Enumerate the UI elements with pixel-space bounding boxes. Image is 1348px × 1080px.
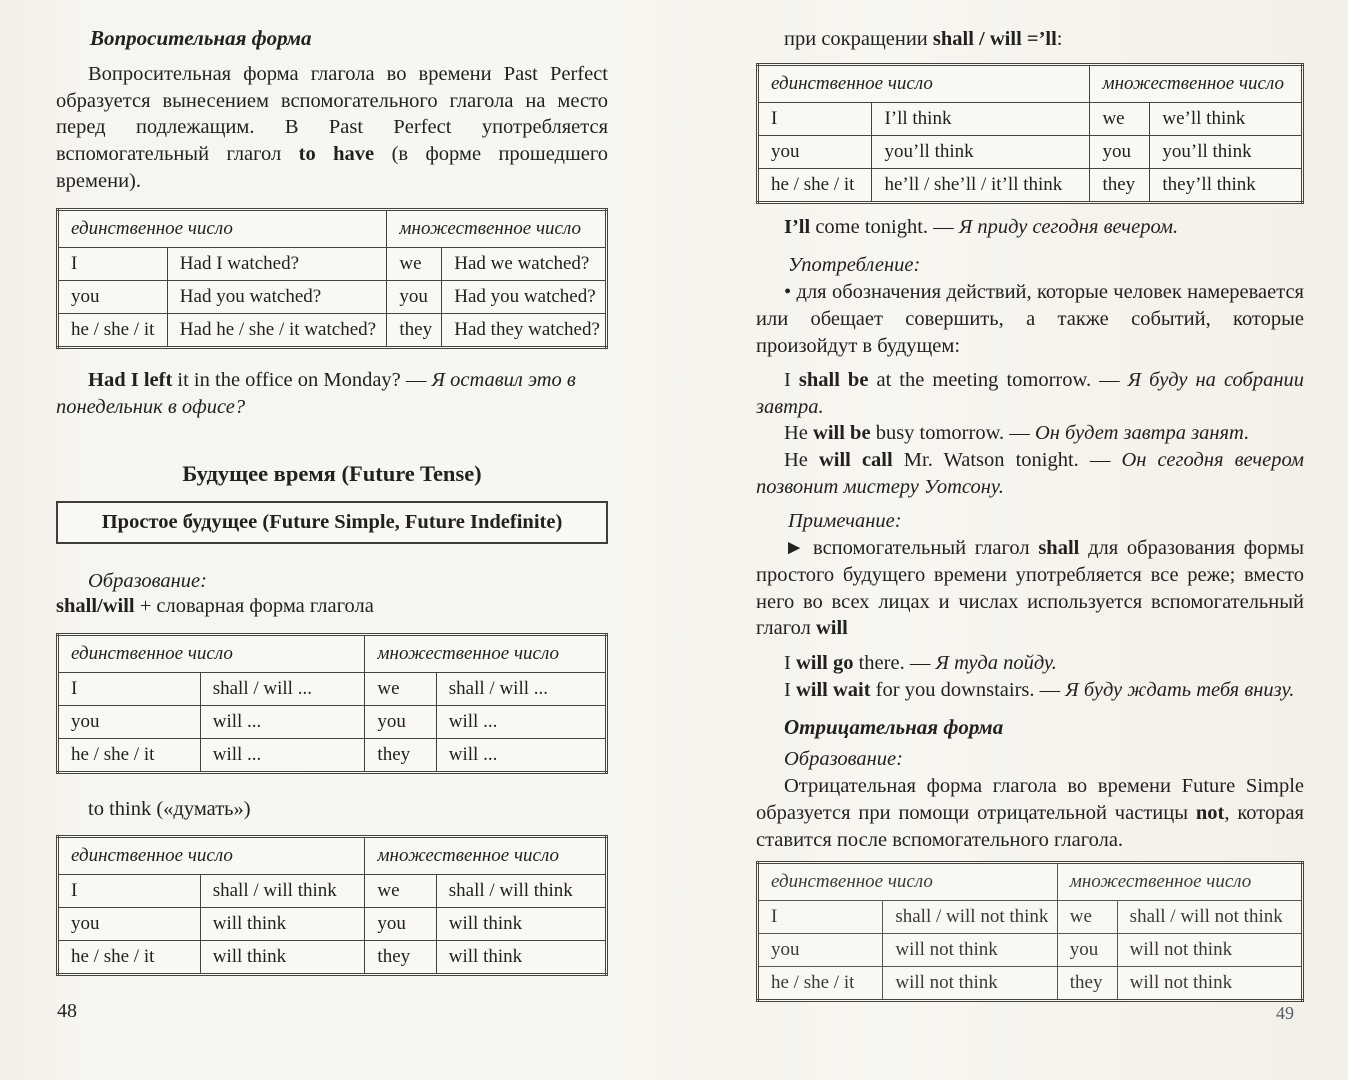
table-header-cell: единственное число [758,863,1058,901]
example-will-be-busy [756,420,1304,447]
example-had-i-left [56,367,608,420]
text-segment: I [784,369,799,392]
text-segment: will [815,617,848,640]
table-cell: will think [436,908,606,941]
table-header-row [758,863,1303,901]
table-cell: you [387,281,442,314]
text-segment: : [1056,28,1063,50]
table-row [58,314,607,348]
table-cell: you’ll think [872,135,1090,168]
table-header-cell: единственное число [58,210,387,248]
negative-form-table [756,861,1304,1002]
future-simple-formation-table [56,633,608,774]
table-cell: you [58,281,168,314]
table-row [758,967,1303,1001]
table-cell: will ... [200,706,365,739]
table-cell: will think [436,941,606,975]
text-segment: Я буду на собрании завтра. [756,369,1304,418]
text-segment: Он сегодня вечером позвонит мистеру Уотсону. [756,449,1305,498]
table-cell: we [1090,102,1150,135]
example-will-go [756,650,1304,677]
table-cell: Had they watched? [442,314,607,348]
table-header-cell: множественное число [365,635,607,673]
text-segment: Он будет завтра занят. [1034,422,1250,445]
table-header-cell: множественное число [387,210,607,248]
table-cell: Had you watched? [167,281,387,314]
table-row [758,934,1303,967]
table-cell: Had he / she / it watched? [167,314,387,348]
text-segment: + словарная форма глагола [134,594,374,617]
table-cell: shall / will ... [200,673,365,706]
table-cell: Had you watched? [442,281,607,314]
table-header-cell: множественное число [1090,64,1303,102]
text-segment: • для обозначения действий, которые человек намеревается или обещает совершить, а также событий, которые произойдут в будущем: [756,281,1304,357]
table-cell: shall / will think [200,875,365,908]
table-cell: we [365,673,436,706]
future-simple-box-heading: Простое будущее (Future Simple, Future Indefinite) [56,501,608,544]
text-segment: will be [813,422,871,445]
past-perfect-intro-paragraph [56,61,608,194]
negative-formation-label: Образование: [784,748,903,771]
table-cell: we [387,248,442,281]
table-row [58,248,607,281]
text-segment: at the meeting tomorrow. — [868,369,1128,392]
table-cell: will not think [1117,967,1302,1001]
text-segment: Had I left [88,369,173,392]
table-cell: will think [200,908,365,941]
example-ill-come [756,214,1304,241]
text-segment: come tonight. — [810,215,959,238]
text-segment: ► вспомогательный глагол [784,537,1039,560]
table-cell: they [1090,168,1150,202]
table-row [58,875,607,908]
text-segment: для образования формы простого будущего времени употребляется все реже; вместо него во всех лицах и числах используется вспомогательный глагол [756,537,1304,640]
text-segment: to have [298,142,375,165]
table-row [58,673,607,706]
table-cell: will not think [1117,934,1302,967]
table-header-cell: множественное число [1057,863,1302,901]
text-segment: busy tomorrow. — [870,422,1035,445]
text-segment: Mr. Watson tonight. — [892,449,1122,472]
table-cell: you [365,908,436,941]
example-will-wait [756,677,1304,704]
table-row [58,281,607,314]
table-header-cell: единственное число [758,64,1090,102]
left-page [56,26,608,976]
table-cell: Had I watched? [167,248,387,281]
negative-form-heading: Отрицательная форма [784,715,1004,740]
table-cell: will ... [436,739,606,773]
table-row [58,739,607,773]
table-cell: we [1057,901,1117,934]
table-cell: shall / will ... [436,673,606,706]
to-think-label: to think («думать») [88,798,251,821]
table-cell: will ... [200,739,365,773]
table-cell: I [58,248,168,281]
contraction-table [756,63,1304,204]
text-segment: (в форме прошедшего времени). [56,142,609,192]
table-cell: you [58,908,201,941]
table-cell: you [365,706,436,739]
table-cell: they’ll think [1150,168,1303,202]
text-segment: will go [795,651,854,674]
text-segment: Отрицательная форма глагола во времени Future Simple образуется при помощи отрицательной частицы [756,775,1304,824]
table-row [58,941,607,975]
text-segment: при сокращении [784,28,933,50]
table-cell: you [58,706,201,739]
text-segment: I’ll [784,215,811,238]
text-segment: Я приду сегодня вечером. [958,215,1179,238]
table-cell: will not think [883,934,1057,967]
table-cell: they [365,941,436,975]
to-think-conjugation-table [56,835,608,976]
table-cell: will think [200,941,365,975]
table-cell: Had we watched? [442,248,607,281]
table-cell: shall / will not think [883,901,1057,934]
table-cell: will ... [436,706,606,739]
table-row [758,168,1303,202]
example-will-call-watson [756,447,1304,500]
table-header-cell: единственное число [58,635,365,673]
table-cell: you’ll think [1150,135,1303,168]
table-row [758,102,1303,135]
text-segment: He [784,422,814,445]
text-segment: Я туда пойду. [935,651,1057,674]
text-segment: shall / will =’ll [932,28,1057,50]
table-cell: you [758,135,872,168]
table-cell: we’ll think [1150,102,1303,135]
text-segment: Я буду ждать тебя внизу. [1065,678,1295,701]
text-segment: shall [1038,537,1080,560]
table-header-row [758,64,1303,102]
table-cell: we [365,875,436,908]
table-row [758,901,1303,934]
text-segment: I [784,678,796,701]
right-page [756,26,1304,1002]
text-segment: there. — [853,651,936,674]
table-cell: they [387,314,442,348]
text-segment: will call [818,449,893,472]
text-segment: , которая ставится после вспомогательного глагола. [756,801,1304,851]
text-segment: Вопросительная форма глагола во времени Past Perfect образуется вынесением вспомогательного глагола на место перед подлежащим. В Past Perfect употребляется вспомогательный глагол [56,63,608,165]
table-cell: he’ll / she’ll / it’ll think [872,168,1090,202]
text-segment: shall be [798,369,869,392]
note-label: Примечание: [788,510,902,533]
example-shall-be-meeting [756,367,1304,420]
table-header-row [58,210,607,248]
text-segment: shall/will [56,594,135,617]
table-cell: I [58,673,201,706]
interrogative-form-heading: Вопросительная форма [90,26,312,50]
text-segment: will wait [795,678,871,701]
contraction-intro-line [756,26,1304,53]
table-cell: they [365,739,436,773]
page-number-right: 49 [1276,1003,1294,1023]
table-header-cell: множественное число [365,837,607,875]
table-row [58,908,607,941]
table-cell: I [758,901,883,934]
table-header-row [58,837,607,875]
text-segment: He [784,449,819,472]
table-cell: he / she / it [758,168,872,202]
usage-bullet-paragraph [756,279,1304,359]
note-paragraph [756,535,1304,642]
text-segment: it in the office on Monday? — [172,369,432,392]
table-cell: he / she / it [758,967,883,1001]
table-cell: you [1090,135,1150,168]
formation-label: Образование: [88,569,207,592]
table-cell: you [758,934,883,967]
table-row [758,135,1303,168]
table-cell: I’ll think [872,102,1090,135]
text-segment: for you downstairs. — [870,678,1066,701]
table-header-row [58,635,607,673]
table-cell: he / she / it [58,314,168,348]
past-perfect-question-table [56,208,608,349]
negative-form-paragraph [756,773,1304,853]
text-segment: Я оставил это в понедельник в офисе? [56,369,576,418]
table-cell: he / she / it [58,941,201,975]
text-segment: I [784,651,796,674]
future-tense-heading: Будущее время (Future Tense) [182,461,482,487]
page-number-left: 48 [57,1000,77,1022]
table-cell: will not think [883,967,1057,1001]
table-cell: you [1057,934,1117,967]
table-row [58,706,607,739]
text-segment: not [1195,801,1225,824]
table-header-cell: единственное число [58,837,365,875]
table-cell: they [1057,967,1117,1001]
table-cell: he / she / it [58,739,201,773]
table-cell: shall / will not think [1117,901,1302,934]
table-cell: I [758,102,872,135]
table-cell: shall / will think [436,875,606,908]
table-cell: I [58,875,201,908]
usage-label: Употребление: [788,254,921,277]
formation-formula [56,593,608,620]
